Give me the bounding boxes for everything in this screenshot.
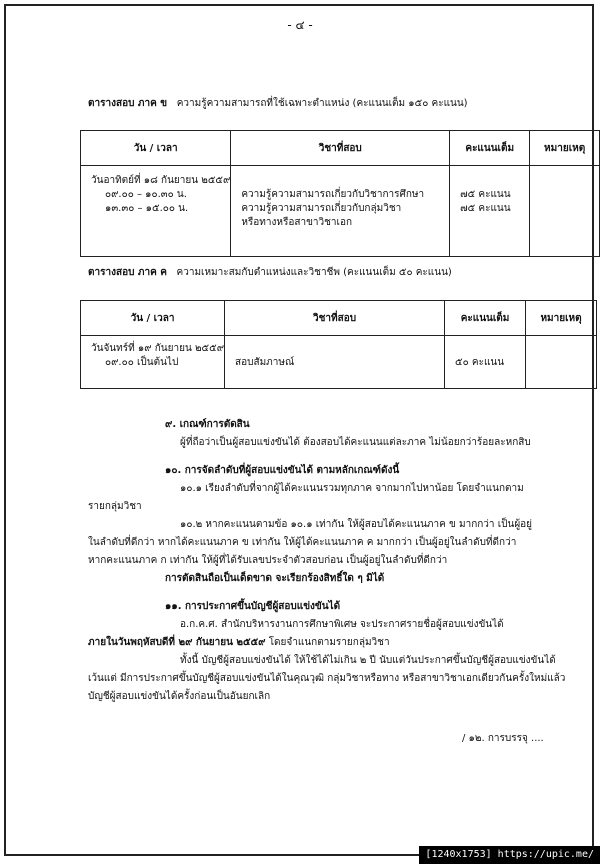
table-header-row	[81, 301, 597, 336]
section-10-final: การตัดสินถือเป็นเด็ดขาด จะเรียกร้องสิทธิ์ใด ๆ มิได้	[165, 573, 385, 584]
subject-3: หรือทางหรือสาขาวิชาเอก	[241, 217, 353, 228]
section-11-line-2	[88, 637, 390, 649]
section-10-2-line-1: ๑๐.๒ หากคะแนนตามข้อ ๑๐.๑ เท่ากัน ให้ผู้สอบได้คะแนนภาค ข มากกว่า เป็นผู้อยู่	[180, 519, 533, 530]
exam-time-2: ๑๓.๓๐ – ๑๕.๐๐ น.	[105, 203, 189, 214]
subject-cell	[231, 166, 450, 257]
header-subject: วิชาที่สอบ	[231, 131, 450, 166]
remarks-cell	[530, 166, 600, 257]
section-c-table	[80, 300, 597, 389]
header-remarks: หมายเหตุ	[526, 301, 597, 336]
section-11-line-4: เว้นแต่ มีการประกาศขึ้นบัญชีผู้สอบแข่งขันได้ในคุณวุฒิ กลุ่มวิชาหรือทาง หรือสาขาวิชาเอกเดียวกันครั้งใหม่แล้ว	[88, 673, 566, 684]
section-10-1-line-1: ๑๐.๑ เรียงลำดับที่จากผู้ได้คะแนนรวมทุกภาค จากมากไปหาน้อย โดยจำแนกตาม	[180, 483, 524, 494]
section-10-2-line-2: ในลำดับที่ดีกว่า หากได้คะแนนภาค ข เท่ากัน ให้ผู้ได้คะแนนภาค ค มากกว่า เป็นผู้อยู่ในลำดับที่ดีกว่า	[88, 537, 517, 548]
score-cell	[450, 166, 530, 257]
section-11-line-3: ทั้งนี้ บัญชีผู้สอบแข่งขันได้ ให้ใช้ได้ไม่เกิน ๒ ปี นับแต่วันประกาศขึ้นบัญชีผู้สอบแข่งขันได้	[180, 655, 556, 666]
exam-date: วันจันทร์ที่ ๑๙ กันยายน ๒๕๕๙	[91, 343, 225, 354]
header-date-time: วัน / เวลา	[81, 301, 225, 336]
exam-date: วันอาทิตย์ที่ ๑๘ กันยายน ๒๕๕๙	[91, 175, 231, 186]
section-9-text: ผู้ที่ถือว่าเป็นผู้สอบแข่งขันได้ ต้องสอบได้คะแนนแต่ละภาค ไม่น้อยกว่าร้อยละหกสิบ	[180, 437, 531, 448]
exam-time: ๐๙.๐๐ เป็นต้นไป	[105, 357, 179, 368]
remarks-cell	[526, 336, 597, 389]
section-b-subtitle: ความรู้ความสามารถที่ใช้เฉพาะตำแหน่ง (คะแนนเต็ม ๑๕๐ คะแนน)	[176, 98, 468, 109]
section-b-table	[80, 130, 600, 257]
section-10-1-line-2: รายกลุ่มวิชา	[88, 501, 142, 512]
continuation-note: / ๑๒. การบรรจุ ....	[462, 733, 544, 744]
subject-interview: สอบสัมภาษณ์	[235, 357, 295, 368]
section-b-title-line	[88, 98, 468, 110]
table-row	[81, 336, 597, 389]
page-number: - ๔ -	[287, 18, 313, 32]
subject-1: ความรู้ความสามารถเกี่ยวกับวิชาการศึกษา	[241, 189, 425, 200]
score-1: ๗๕ คะแนน	[460, 189, 511, 200]
section-10-2-line-3: หากคะแนนภาค ก เท่ากัน ให้ผู้ที่ได้รับเลขประจำตัวสอบก่อน เป็นผู้อยู่ในลำดับที่ดีกว่า	[88, 555, 448, 566]
section-c-title-line	[88, 267, 452, 279]
footer-watermark: [1240x1753] https://upic.me/	[419, 846, 600, 864]
subject-2: ความรู้ความสามารถเกี่ยวกับกลุ่มวิชา	[241, 203, 402, 214]
header-remarks: หมายเหตุ	[530, 131, 600, 166]
score-cell	[445, 336, 526, 389]
header-full-score: คะแนนเต็ม	[445, 301, 526, 336]
score-2: ๗๕ คะแนน	[460, 203, 511, 214]
section-c-subtitle: ความเหมาะสมกับตำแหน่งและวิชาชีพ (คะแนนเต็ม ๕๐ คะแนน)	[176, 267, 452, 278]
header-date-time: วัน / เวลา	[81, 131, 231, 166]
table-header-row	[81, 131, 600, 166]
header-full-score: คะแนนเต็ม	[450, 131, 530, 166]
date-cell	[81, 336, 225, 389]
score-interview: ๕๐ คะแนน	[455, 357, 505, 368]
section-9-heading: ๙. เกณฑ์การตัดสิน	[165, 419, 250, 430]
table-row	[81, 166, 600, 257]
date-cell	[81, 166, 231, 257]
section-11-heading: ๑๑. การประกาศขึ้นบัญชีผู้สอบแข่งขันได้	[165, 601, 341, 612]
announcement-date-rest: โดยจำแนกตามรายกลุ่มวิชา	[268, 637, 390, 648]
announcement-date: ภายในวันพฤหัสบดีที่ ๒๙ กันยายน ๒๕๕๙	[88, 637, 266, 648]
section-11-line-1: อ.ก.ค.ศ. สำนักบริหารงานการศึกษาพิเศษ จะประกาศรายชื่อผู้สอบแข่งขันได้	[180, 619, 504, 630]
header-subject: วิชาที่สอบ	[225, 301, 445, 336]
section-11-line-5: บัญชีผู้สอบแข่งขันได้ครั้งก่อนเป็นอันยกเลิก	[88, 691, 271, 702]
exam-time-1: ๐๙.๐๐ – ๑๐.๓๐ น.	[105, 189, 187, 200]
section-b-title: ตารางสอบ ภาค ข	[88, 98, 168, 109]
subject-cell	[225, 336, 445, 389]
section-10-heading: ๑๐. การจัดลำดับที่ผู้สอบแข่งขันได้ ตามหลักเกณฑ์ดังนี้	[165, 465, 400, 476]
section-c-title: ตารางสอบ ภาค ค	[88, 267, 167, 278]
